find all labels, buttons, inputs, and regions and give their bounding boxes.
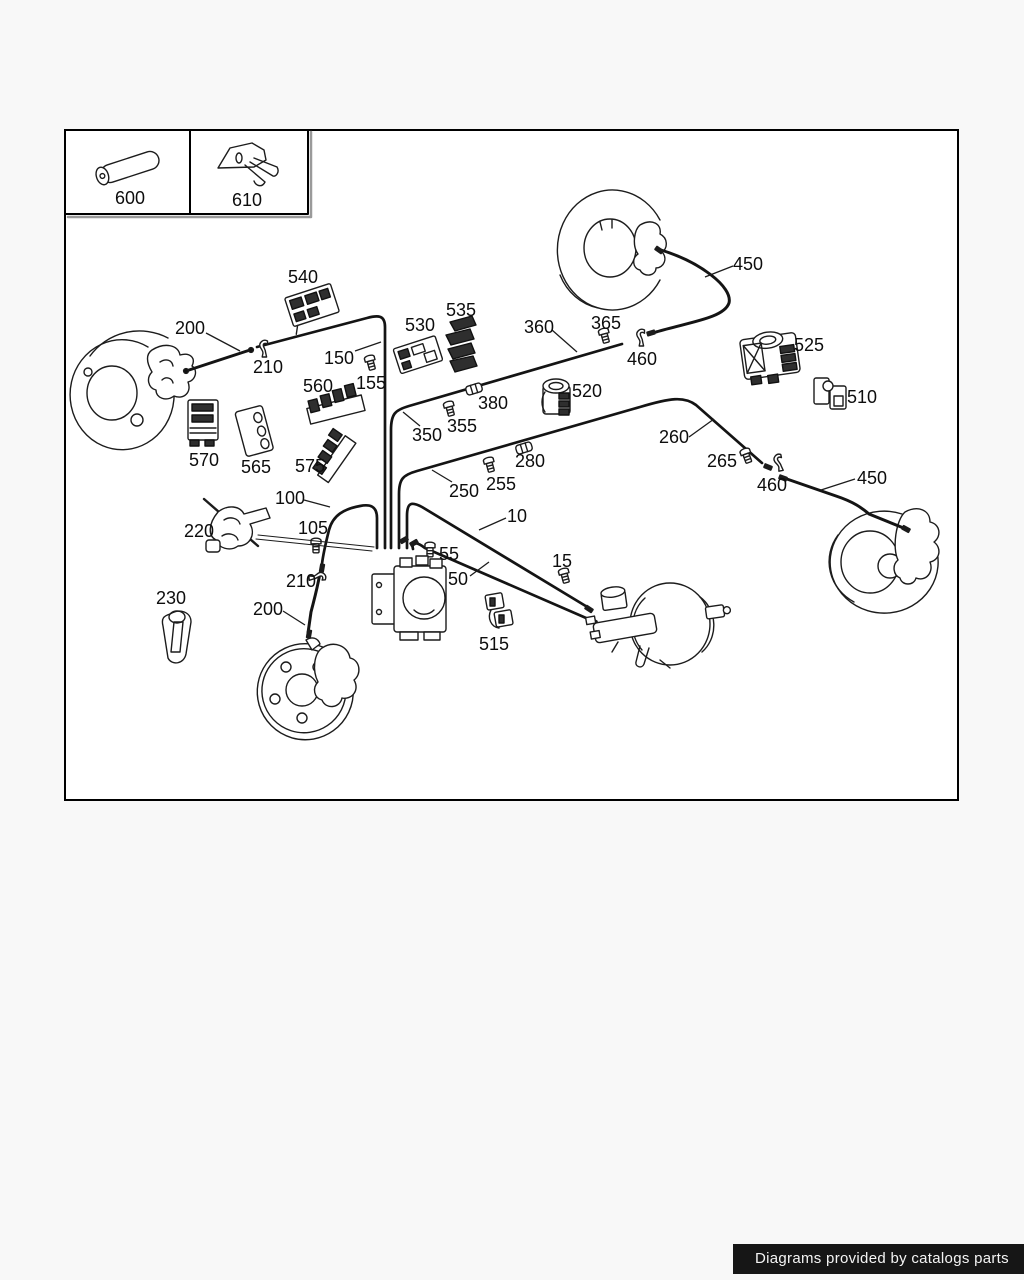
part-label-210-front-right: 210 (285, 571, 317, 591)
part-label-460-rear-left: 460 (626, 349, 658, 369)
part-label-535: 535 (445, 300, 477, 320)
part-label-265: 265 (706, 451, 738, 471)
part-label-510: 510 (846, 387, 878, 407)
part-label-155: 155 (355, 373, 387, 393)
part-label-540: 540 (287, 267, 319, 287)
part-label-525: 525 (793, 335, 825, 355)
part-label-50: 50 (447, 569, 469, 589)
part-label-520: 520 (571, 381, 603, 401)
attribution-banner (733, 1244, 1024, 1274)
part-label-380: 380 (477, 393, 509, 413)
part-label-220: 220 (183, 521, 215, 541)
part-label-355: 355 (446, 416, 478, 436)
part-label-350: 350 (411, 425, 443, 445)
part-label-210-front-left: 210 (252, 357, 284, 377)
part-label-450-rear-right: 450 (856, 468, 888, 488)
part-label-515: 515 (478, 634, 510, 654)
part-label-150: 150 (323, 348, 355, 368)
part-label-250: 250 (448, 481, 480, 501)
part-label-365: 365 (590, 313, 622, 333)
part-label-255: 255 (485, 474, 517, 494)
part-label-280: 280 (514, 451, 546, 471)
part-label-260: 260 (658, 427, 690, 447)
part-label-10: 10 (506, 506, 528, 526)
bolt-55-icon (425, 542, 435, 557)
part-label-105: 105 (297, 518, 329, 538)
part-label-360: 360 (523, 317, 555, 337)
part-520-valve (542, 379, 570, 415)
part-label-230: 230 (155, 588, 187, 608)
part-label-610: 610 (231, 190, 263, 210)
part-label-570: 570 (188, 450, 220, 470)
part-label-15: 15 (551, 551, 573, 571)
part-label-600: 600 (114, 188, 146, 208)
part-label-575: 575 (294, 456, 326, 476)
part-570-clamp-stack (188, 400, 218, 446)
attribution-text: Diagrams provided by catalogs parts (755, 1250, 1009, 1267)
part-label-200-front-right: 200 (252, 599, 284, 619)
part-label-55: 55 (438, 544, 460, 564)
inset-box-600-610 (65, 130, 311, 217)
part-label-560: 560 (302, 376, 334, 396)
part-label-450-rear-left: 450 (732, 254, 764, 274)
part-label-460-rear-right: 460 (756, 475, 788, 495)
part-label-530: 530 (404, 315, 436, 335)
part-label-200-front-left: 200 (174, 318, 206, 338)
part-label-100: 100 (274, 488, 306, 508)
part-label-565: 565 (240, 457, 272, 477)
